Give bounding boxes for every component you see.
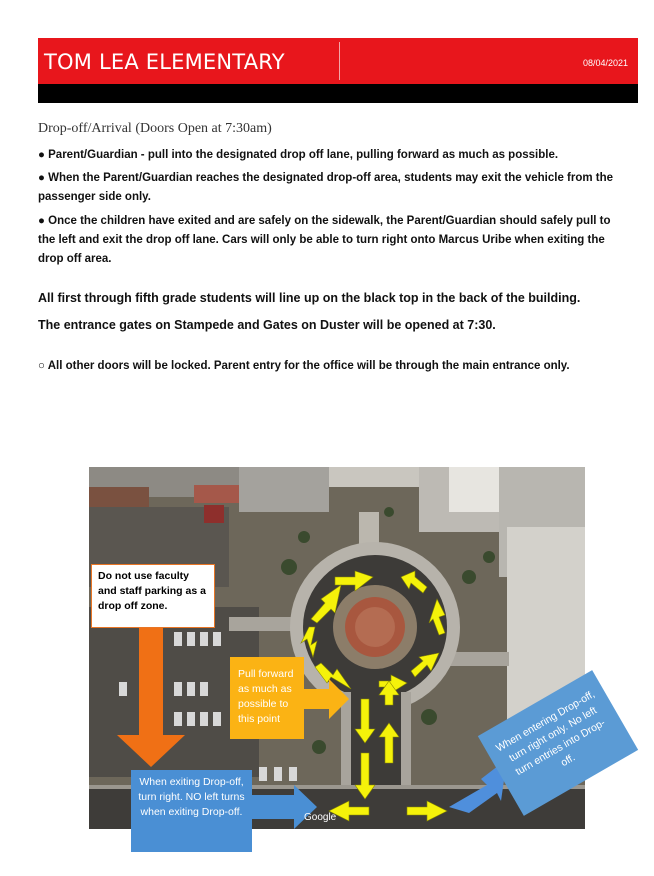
doors-note: ○ All other doors will be locked. Parent entry for the office will be through the main entrance only. — [38, 360, 570, 372]
callout-pull-forward: Pull forward as much as possible to this point — [230, 657, 304, 739]
callout-no-faculty-parking: Do not use faculty and staff parking as a drop off zone. — [91, 564, 215, 628]
header-date: 08/04/2021 — [582, 58, 628, 68]
header-divider — [339, 42, 340, 80]
lineup-note: All first through fifth grade students will line up on the black top in the back of the building. — [38, 291, 581, 305]
callout-enter-turn-right: When entering Drop-off, turn right only. No left turn entries into Drop-off. — [478, 670, 638, 816]
map-watermark: Google — [304, 812, 337, 823]
callout-exit-turn-right: When exiting Drop-off, turn right. NO left turns when exiting Drop-off. — [131, 770, 252, 852]
section-subtitle: Drop-off/Arrival (Doors Open at 7:30am) — [38, 121, 272, 136]
school-name: TOM LEA ELEMENTARY — [44, 50, 285, 74]
gates-note: The entrance gates on Stampede and Gates on Duster will be opened at 7:30. — [38, 318, 496, 332]
header-black-band — [38, 84, 638, 103]
bullet-passenger-side: ● When the Parent/Guardian reaches the designated drop-off area, students may exit the vehicle from the passenger side only. — [38, 172, 614, 203]
bullet-pull-into-lane: ● Parent/Guardian - pull into the designated drop off lane, pulling forward as much as possible. — [38, 149, 559, 161]
bullet-exit-lane: ● Once the children have exited and are safely on the sidewalk, the Parent/Guardian should safely pull to the left and exit the drop off lane. Cars will only be able to turn right onto Marcus Uribe when exiting the drop off area. — [38, 215, 611, 265]
